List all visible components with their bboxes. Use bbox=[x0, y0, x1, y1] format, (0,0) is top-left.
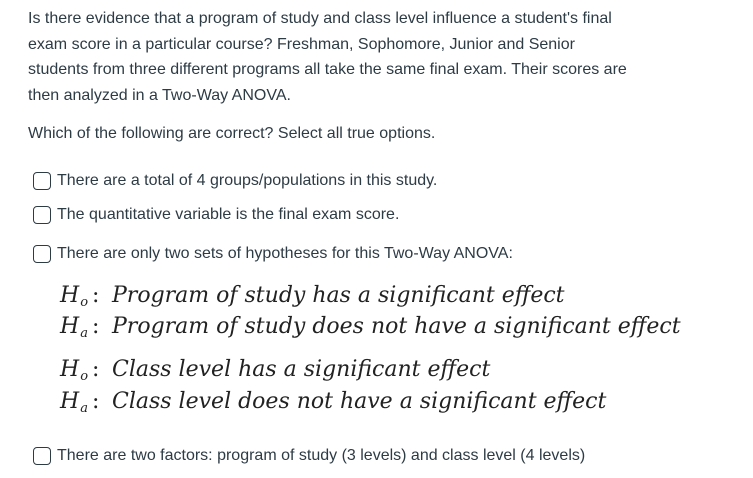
hypothesis-alt-class: $H_a$ : Class level does not have a significant effect bbox=[60, 389, 607, 416]
question-line: Is there evidence that a program of study and class level influence a student's final bbox=[28, 10, 612, 27]
option-1[interactable] bbox=[33, 170, 437, 192]
hypothesis-null-program: $H_o$ : Program of study has a significant effect bbox=[60, 283, 565, 310]
option-2-label: The quantitative variable is the final exam score. bbox=[57, 206, 400, 223]
question-text bbox=[28, 6, 718, 108]
option-3-label: There are only two sets of hypotheses for this Two-Way ANOVA: bbox=[57, 245, 513, 262]
option-2-checkbox[interactable] bbox=[33, 206, 51, 224]
hypothesis-alt-program: $H_a$ : Program of study does not have a significant effect bbox=[60, 314, 681, 341]
hypothesis-null-class: $H_o$ : Class level has a significant effect bbox=[60, 357, 491, 384]
option-3-checkbox[interactable] bbox=[33, 245, 51, 263]
question-prompt: Which of the following are correct? Select all true options. bbox=[28, 125, 436, 142]
question-line: students from three different programs all take the same final exam. Their scores are bbox=[28, 61, 627, 78]
option-3[interactable] bbox=[33, 243, 513, 265]
option-4[interactable] bbox=[33, 445, 585, 467]
option-4-label: There are two factors: program of study (3 levels) and class level (4 levels) bbox=[57, 447, 586, 464]
question-line: then analyzed in a Two-Way ANOVA. bbox=[28, 86, 291, 104]
option-1-label: There are a total of 4 groups/populations in this study. bbox=[57, 172, 438, 189]
option-2[interactable] bbox=[33, 204, 399, 226]
option-4-checkbox[interactable] bbox=[33, 447, 51, 465]
question-line: exam score in a particular course? Freshman, Sophomore, Junior and Senior bbox=[28, 35, 575, 53]
option-1-checkbox[interactable] bbox=[33, 172, 51, 190]
